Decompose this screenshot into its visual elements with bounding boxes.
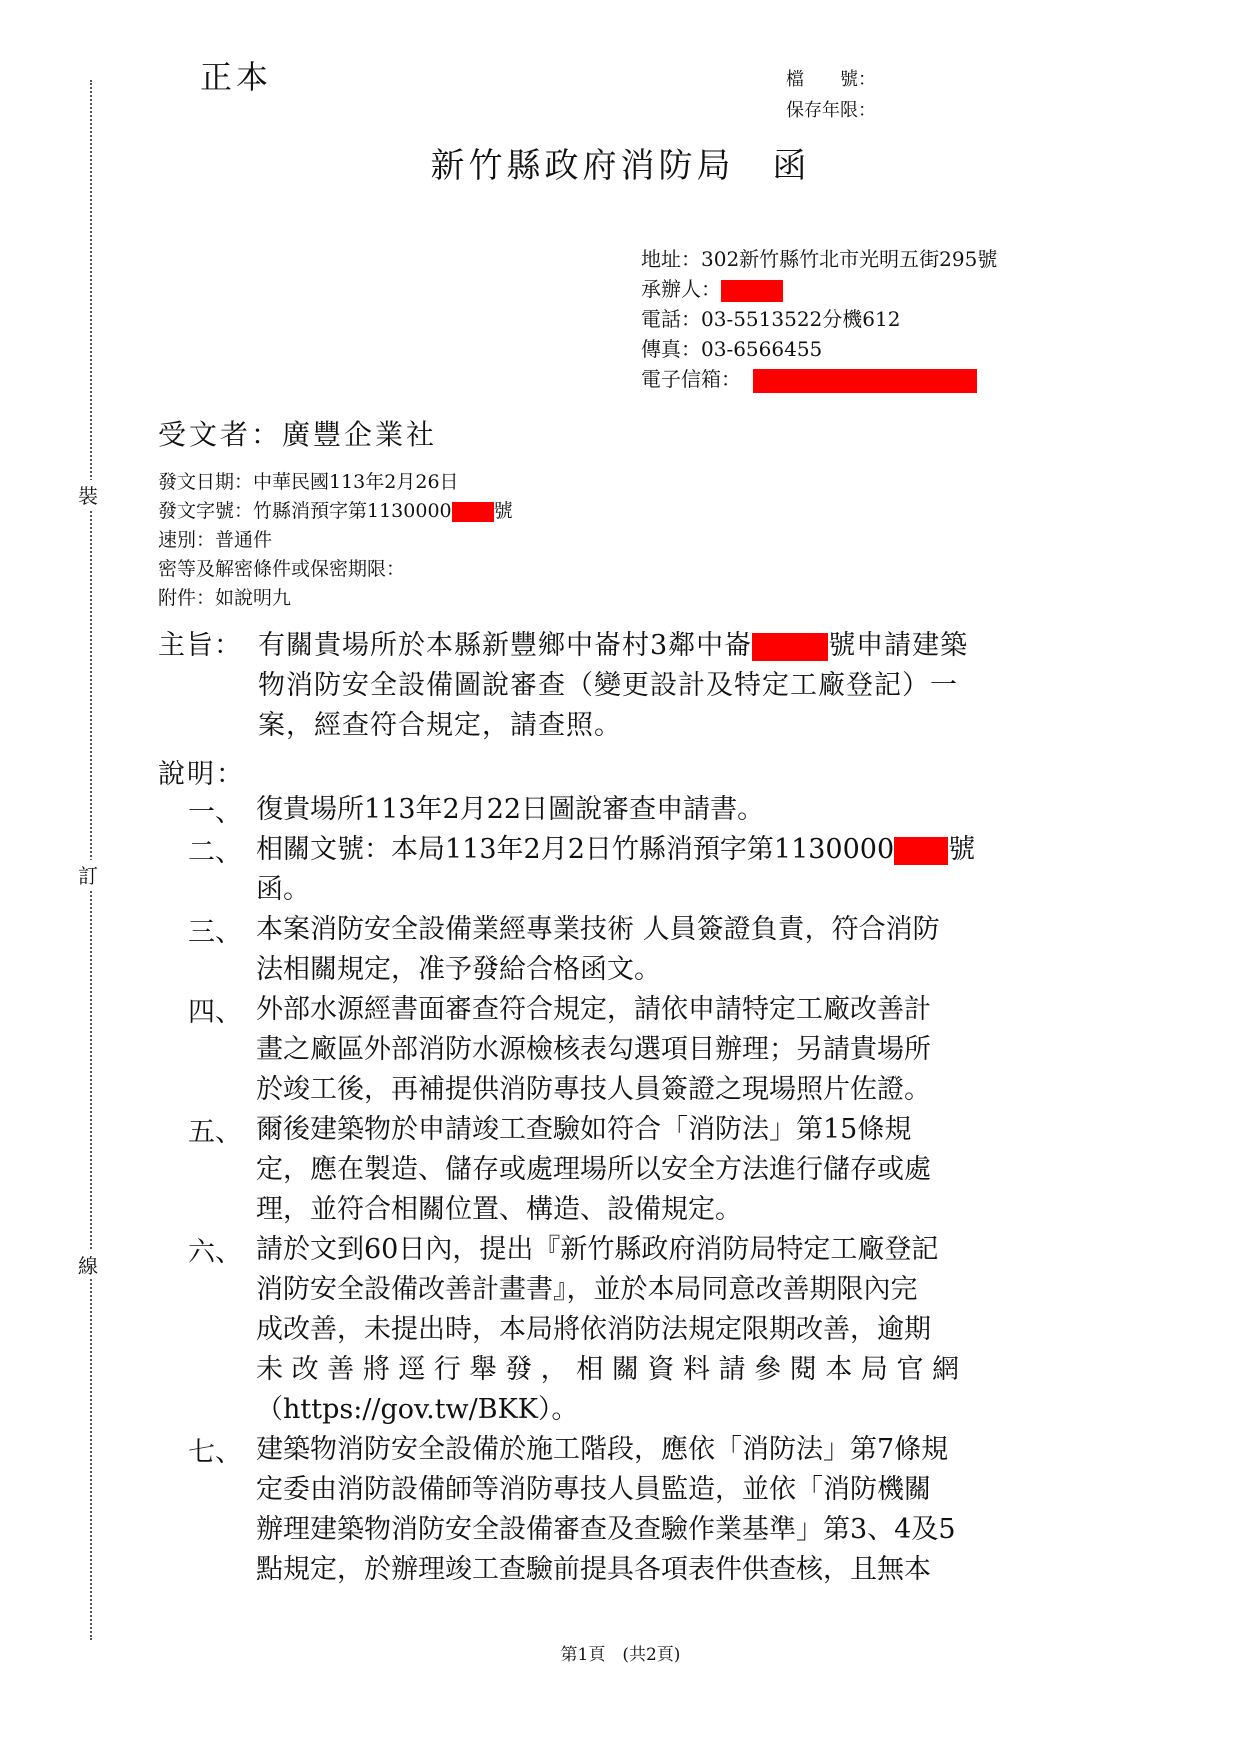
- subject-text-part: 有關貴場所於本縣新豐鄉中崙村3鄰中崙: [258, 630, 753, 661]
- recipient: 受文者：廣豐企業社: [158, 418, 438, 451]
- item-number: 三、: [188, 917, 242, 948]
- attachment: 附件：如說明九: [158, 587, 292, 609]
- explanation-label: 說明：: [158, 759, 245, 790]
- item-number: 一、: [188, 797, 242, 828]
- item-number: 七、: [188, 1437, 242, 1468]
- document-number-prefix: 發文字號：竹縣消預字第1130000: [158, 500, 452, 522]
- item-text-part: 號: [948, 834, 976, 865]
- dispatch-date: 發文日期：中華民國113年2月26日: [158, 471, 459, 493]
- original-copy-mark: 正本: [200, 58, 273, 96]
- contact-block: [641, 244, 997, 394]
- item-text: 爾後建築物於申請竣工查驗如符合「消防法」第15條規 定，應在製造、儲存或處理場所以安全方法進行儲存或處 理，並符合相關位置、構造、設備規定。: [256, 1114, 931, 1225]
- document-number-row: [158, 497, 513, 526]
- address: 地址：302新竹縣竹北市光明五街295號: [641, 247, 998, 271]
- email-label: 電子信箱：: [641, 367, 741, 391]
- document-number-suffix: 號: [493, 500, 513, 522]
- redaction-box: [894, 837, 948, 865]
- item-text: 外部水源經書面審查符合規定，請依申請特定工廠改善計 畫之廠區外部消防水源檢核表勾選項目辦理；另請貴場所 於竣工後，再補提供消防專技人員簽證之現場照片佐證。: [256, 994, 931, 1105]
- redaction-box: [452, 502, 494, 522]
- email-row: [641, 364, 997, 394]
- file-number-label: 檔 號：: [786, 69, 876, 90]
- redaction-box: [721, 280, 783, 302]
- handler-row: [641, 274, 997, 304]
- item-text-continued: 函。: [256, 874, 310, 905]
- document-title: 新竹縣政府消防局 函: [430, 146, 811, 186]
- binding-mark-ding: 訂: [78, 860, 98, 889]
- security-level: 密等及解密條件或保密期限：: [158, 558, 406, 580]
- phone: 電話：03-5513522分機612: [641, 307, 901, 331]
- delivery-speed: 速別：普通件: [158, 529, 273, 551]
- subject-line-3: 案，經查符合規定，請查照。: [258, 710, 622, 741]
- handler-label: 承辦人：: [641, 277, 721, 301]
- binding-mark-zhuang: 裝: [78, 480, 98, 509]
- redaction-box: [753, 369, 977, 393]
- subject-line-2: 物消防安全設備圖說審查（變更設計及特定工廠登記）一: [258, 670, 958, 701]
- item-text-part: 相關文號：本局113年2月2日竹縣消預字第1130000: [256, 834, 895, 865]
- fax: 傳真：03-6566455: [641, 337, 823, 361]
- page-number: 第1頁 (共2頁): [560, 1645, 681, 1665]
- file-info: [786, 64, 876, 126]
- item-number: 二、: [188, 837, 242, 868]
- redaction-box: [752, 633, 828, 661]
- dispatch-meta: [158, 468, 513, 613]
- item-text: 復貴場所113年2月22日圖說審查申請書。: [256, 794, 765, 825]
- binding-mark-xian: 線: [78, 1250, 98, 1279]
- retention-period-label: 保存年限：: [786, 100, 876, 121]
- item-text: [256, 830, 1088, 870]
- subject-line-1: [258, 626, 968, 666]
- subject-text-part: 號申請建築: [828, 630, 969, 661]
- item-number: 五、: [188, 1117, 242, 1148]
- item-text: 請於文到60日內，提出『新竹縣政府消防局特定工廠登記 消防安全設備改善計畫書』，並於本局同意改善期限內完 成改善，未提出時，本局將依消防法規定限期改善，逾期 未 改 善 將 逕 行 舉 發 ， 相 關 資 料 請 參 閱 本 局 官 網 （https://gov.tw/BKK）。: [256, 1234, 960, 1425]
- subject-label: 主旨：: [158, 630, 242, 661]
- item-text: 本案消防安全設備業經專業技術 人員簽證負責，符合消防 法相關規定，准予發給合格函文。: [256, 914, 940, 985]
- item-number: 四、: [188, 997, 242, 1028]
- item-text: 建築物消防安全設備於施工階段，應依「消防法」第7條規 定委由消防設備師等消防專技人員監造，並依「消防機關 辦理建築物消防安全設備審查及查驗作業基準」第3、4及5 點規定，於辦理竣工查驗前提具各項表件供查核，且無本: [256, 1434, 956, 1585]
- item-number: 六、: [188, 1237, 242, 1268]
